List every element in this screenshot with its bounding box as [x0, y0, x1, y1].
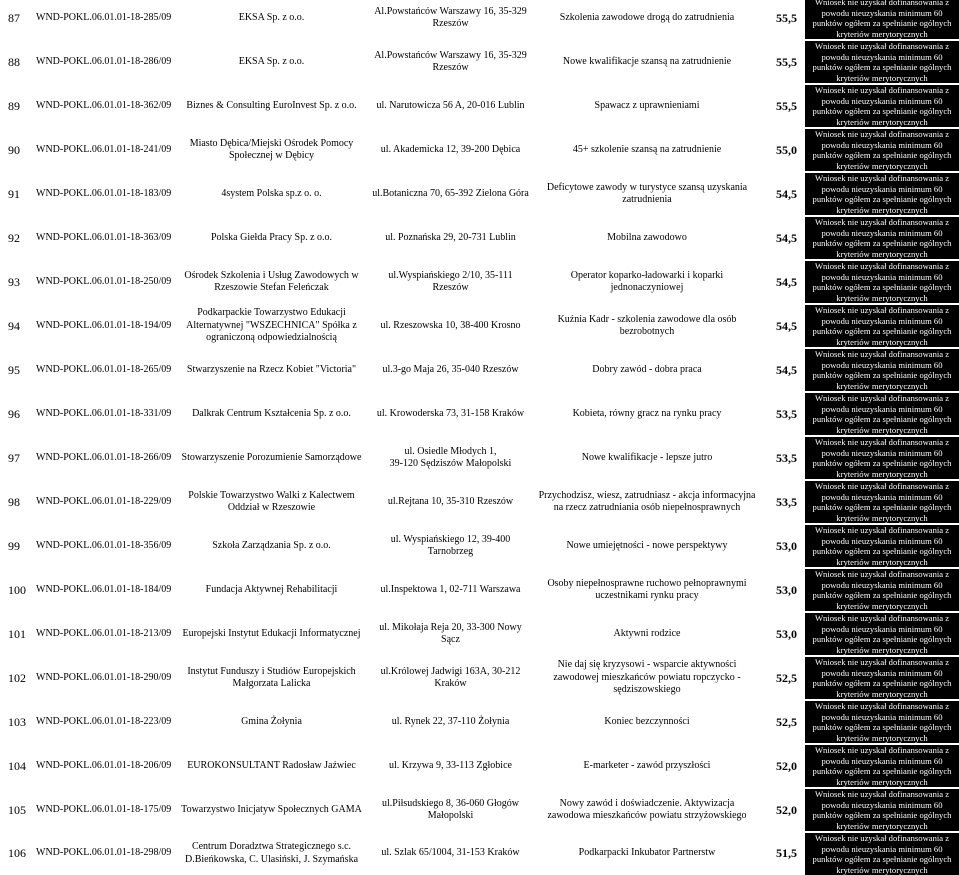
row-number: 92 — [8, 230, 20, 245]
table-row — [0, 524, 959, 568]
beneficiary-name-line: Gmina Żołynia — [241, 715, 302, 727]
project-title-line: zatrudnienia — [622, 194, 672, 205]
beneficiary-address-line: ul. Osiedle Młodych 1, — [404, 445, 497, 457]
table-row — [0, 304, 959, 348]
beneficiary-name-line: EUROKONSULTANT Radosław Jaźwiec — [187, 759, 356, 771]
beneficiary-address-line: Rzeszów — [432, 18, 469, 29]
rejection-note: Wniosek nie uzyskał dofinansowania z powodu nieuzyskania minimum 60 punktów ogółem za spełnianie ogólnych kryteriów merytorycznych — [805, 128, 959, 172]
application-number: WND-POKL.06.01.01-18-213/09 — [36, 627, 172, 639]
beneficiary-name — [174, 260, 369, 304]
table-row — [0, 612, 959, 656]
project-title-line: E-marketer - zawód przyszłości — [583, 759, 711, 771]
beneficiary-address-line: ul. Szlak 65/1004, 31-153 Kraków — [381, 847, 520, 859]
project-title — [532, 480, 762, 524]
beneficiary-name-line: Oddział w Rzeszowie — [227, 502, 316, 513]
rejection-note: Wniosek nie uzyskał dofinansowania z powodu nieuzyskania minimum 60 punktów ogółem za spełnianie ogólnych kryteriów merytorycznych — [805, 700, 959, 744]
row-number: 102 — [8, 670, 26, 685]
points-score: 53,0 — [776, 538, 797, 553]
beneficiary-name-line: Szkoła Zarządzania Sp. z o.o. — [212, 539, 331, 551]
table-row — [0, 172, 959, 216]
beneficiary-name — [174, 392, 369, 436]
beneficiary-name-line: Społecznej w Dębicy — [229, 150, 314, 161]
beneficiary-name-line: Stowarzyszenie Porozumienie Samorządowe — [181, 451, 362, 463]
points-score: 53,0 — [776, 626, 797, 641]
table-row — [0, 84, 959, 128]
project-title — [532, 788, 762, 832]
application-number: WND-POKL.06.01.01-18-184/09 — [36, 583, 172, 595]
rejection-note: Wniosek nie uzyskał dofinansowania z powodu nieuzyskania minimum 60 punktów ogółem za spełnianie ogólnych kryteriów merytorycznych — [805, 436, 959, 480]
beneficiary-name — [174, 40, 369, 84]
beneficiary-name-line: Europejski Instytut Edukacji Informatycznej — [182, 627, 361, 639]
table-row — [0, 260, 959, 304]
beneficiary-address-line: ul. Akademicka 12, 39-200 Dębica — [380, 143, 521, 155]
project-title — [532, 524, 762, 568]
row-number: 106 — [8, 846, 26, 860]
beneficiary-address — [369, 568, 532, 612]
rejection-note: Wniosek nie uzyskał dofinansowania z powodu nieuzyskania minimum 60 punktów ogółem za spełnianie ogólnych kryteriów merytorycznych — [805, 0, 959, 40]
row-number: 98 — [8, 494, 20, 509]
project-title — [532, 40, 762, 84]
rejection-note: Wniosek nie uzyskał dofinansowania z powodu nieuzyskania minimum 60 punktów ogółem za spełnianie ogólnych kryteriów merytorycznych — [805, 656, 959, 700]
beneficiary-address — [369, 480, 532, 524]
project-title-line: Dobry zawód - dobra praca — [592, 363, 702, 375]
table-row — [0, 568, 959, 612]
beneficiary-address-line: ul. Wyspiańskiego 12, 39-400 Tarnobrzeg — [390, 533, 511, 557]
application-number: WND-POKL.06.01.01-18-286/09 — [36, 55, 172, 67]
beneficiary-address-line: ul.Rejtana 10, 35-310 Rzeszów — [387, 495, 514, 507]
row-number: 90 — [8, 142, 20, 157]
rejection-note: Wniosek nie uzyskał dofinansowania z powodu nieuzyskania minimum 60 punktów ogółem za spełnianie ogólnych kryteriów merytorycznych — [805, 744, 959, 788]
points-score: 53,5 — [776, 450, 797, 465]
row-number: 93 — [8, 274, 20, 289]
beneficiary-name — [174, 744, 369, 788]
beneficiary-name-line: Miasto Dębica/Miejski Ośrodek Pomocy — [189, 137, 354, 149]
beneficiary-address — [369, 172, 532, 216]
application-number: WND-POKL.06.01.01-18-290/09 — [36, 671, 172, 683]
project-title — [532, 612, 762, 656]
points-score: 53,0 — [776, 582, 797, 597]
project-title-line: Spawacz z uprawnieniami — [594, 99, 700, 111]
beneficiary-address-line: ul. Narutowicza 56 A, 20-016 Lublin — [376, 99, 525, 111]
row-number: 104 — [8, 758, 26, 773]
beneficiary-address — [369, 40, 532, 84]
beneficiary-name-line: Alternatywnej "WSZECHNICA" Spółka z — [186, 319, 357, 331]
points-score: 53,5 — [776, 494, 797, 509]
project-title-line: jednonaczyniowej — [610, 282, 684, 293]
points-score: 55,5 — [776, 98, 797, 113]
application-number: WND-POKL.06.01.01-18-206/09 — [36, 759, 172, 771]
project-title-line: Szkolenia zawodowe drogą do zatrudnienia — [559, 11, 735, 23]
beneficiary-address-line: ul.Botaniczna 70, 65-392 Zielona Góra — [372, 187, 529, 199]
rejection-note: Wniosek nie uzyskał dofinansowania z powodu nieuzyskania minimum 60 punktów ogółem za spełnianie ogólnych kryteriów merytorycznych — [805, 832, 959, 875]
beneficiary-name — [174, 700, 369, 744]
beneficiary-name-line: Podkarpackie Towarzystwo Edukacji — [197, 307, 346, 319]
project-title-line: Kuźnia Kadr - szkolenia zawodowe dla osób — [557, 313, 737, 325]
beneficiary-name-line: EKSA Sp. z o.o. — [238, 11, 305, 23]
row-number: 94 — [8, 318, 20, 333]
beneficiary-name-line: Stwarzyszenie na Rzecz Kobiet "Victoria" — [186, 363, 357, 375]
beneficiary-address-line: 39-120 Sędziszów Małopolski — [389, 458, 512, 469]
beneficiary-address-line: ul. Rynek 22, 37-110 Żołynia — [391, 715, 510, 727]
row-number: 99 — [8, 538, 20, 553]
project-title-line: na rzecz zatrudniania osób niepełnosprawnych — [553, 502, 741, 513]
project-title-line: Mobilna zawodowo — [607, 231, 687, 243]
row-number: 100 — [8, 582, 26, 597]
rejection-note: Wniosek nie uzyskał dofinansowania z powodu nieuzyskania minimum 60 punktów ogółem za spełnianie ogólnych kryteriów merytorycznych — [805, 788, 959, 832]
beneficiary-address-line: ul.Inspektowa 1, 02-711 Warszawa — [380, 583, 521, 595]
points-score: 54,5 — [776, 230, 797, 245]
beneficiary-name — [174, 612, 369, 656]
rejection-note: Wniosek nie uzyskał dofinansowania z powodu nieuzyskania minimum 60 punktów ogółem za spełnianie ogólnych kryteriów merytorycznych — [805, 304, 959, 348]
beneficiary-address-line: ul.Wyspiańskiego 2/10, 35-111 Rzeszów — [388, 269, 513, 293]
points-score: 54,5 — [776, 362, 797, 377]
beneficiary-address — [369, 84, 532, 128]
beneficiary-address — [369, 392, 532, 436]
rejection-note: Wniosek nie uzyskał dofinansowania z powodu nieuzyskania minimum 60 punktów ogółem za spełnianie ogólnych kryteriów merytorycznych — [805, 40, 959, 84]
application-number: WND-POKL.06.01.01-18-331/09 — [36, 407, 172, 419]
table-row — [0, 480, 959, 524]
points-score: 52,5 — [776, 670, 797, 685]
beneficiary-address — [369, 788, 532, 832]
beneficiary-address — [369, 216, 532, 260]
project-title-line: Osoby niepełnosprawne ruchowo pełnoprawnymi — [547, 577, 747, 589]
project-title — [532, 0, 762, 40]
project-title — [532, 832, 762, 875]
beneficiary-address — [369, 436, 532, 480]
row-number: 101 — [8, 626, 26, 641]
project-title — [532, 260, 762, 304]
project-title-line: Podkarpacki Inkubator Partnerstw — [578, 847, 716, 859]
beneficiary-name-line: Ośrodek Szkolenia i Usług Zawodowych w — [184, 269, 359, 281]
beneficiary-name-line: Polskie Towarzystwo Walki z Kalectwem — [188, 489, 355, 501]
beneficiary-name-line: D.Bieńkowska, C. Ulasiński, J. Szymańska — [184, 853, 359, 865]
project-title-line: Nowe umiejętności - nowe perspektywy — [566, 539, 728, 551]
table-row — [0, 392, 959, 436]
project-title — [532, 436, 762, 480]
points-score: 51,5 — [776, 846, 797, 860]
beneficiary-address — [369, 832, 532, 875]
row-number: 89 — [8, 98, 20, 113]
project-title — [532, 656, 762, 700]
row-number: 105 — [8, 802, 26, 817]
beneficiary-name — [174, 172, 369, 216]
project-title-line: uczestnikami rynku pracy — [595, 590, 699, 601]
rejection-note: Wniosek nie uzyskał dofinansowania z powodu nieuzyskania minimum 60 punktów ogółem za spełnianie ogólnych kryteriów merytorycznych — [805, 260, 959, 304]
table-row — [0, 348, 959, 392]
points-score: 55,5 — [776, 54, 797, 69]
beneficiary-address — [369, 304, 532, 348]
application-number: WND-POKL.06.01.01-18-363/09 — [36, 231, 172, 243]
beneficiary-address-line: ul. Krowoderska 73, 31-158 Kraków — [376, 407, 525, 419]
application-number: WND-POKL.06.01.01-18-298/09 — [36, 847, 172, 859]
rejection-note: Wniosek nie uzyskał dofinansowania z powodu nieuzyskania minimum 60 punktów ogółem za spełnianie ogólnych kryteriów merytorycznych — [805, 568, 959, 612]
project-title — [532, 128, 762, 172]
rejection-note: Wniosek nie uzyskał dofinansowania z powodu nieuzyskania minimum 60 punktów ogółem za spełnianie ogólnych kryteriów merytorycznych — [805, 524, 959, 568]
beneficiary-name-line: Centrum Doradztwa Strategicznego s.c. — [191, 841, 352, 852]
points-score: 53,5 — [776, 406, 797, 421]
application-number: WND-POKL.06.01.01-18-194/09 — [36, 319, 172, 331]
project-title-line: zawodowej mieszkańców powiatu ropczycko - — [553, 671, 741, 683]
table-row — [0, 788, 959, 832]
points-score: 54,5 — [776, 186, 797, 201]
beneficiary-name-line: Rzeszowie Stefan Feleńczak — [214, 282, 329, 293]
beneficiary-name — [174, 0, 369, 40]
points-score: 52,0 — [776, 802, 797, 817]
beneficiary-address-line: ul. Poznańska 29, 20-731 Lublin — [385, 231, 516, 243]
application-number: WND-POKL.06.01.01-18-265/09 — [36, 363, 172, 375]
application-number: WND-POKL.06.01.01-18-183/09 — [36, 187, 172, 199]
points-score: 52,5 — [776, 714, 797, 729]
beneficiary-name-line: Małgorzata Lalicka — [232, 678, 311, 689]
application-number: WND-POKL.06.01.01-18-241/09 — [36, 143, 172, 155]
project-title — [532, 392, 762, 436]
project-title-line: zawodowa mieszkańców powiatu strzyżowskiego — [547, 810, 747, 821]
beneficiary-name — [174, 128, 369, 172]
beneficiary-address — [369, 744, 532, 788]
points-score: 52,0 — [776, 758, 797, 773]
points-score: 54,5 — [776, 274, 797, 289]
table-row — [0, 216, 959, 260]
project-title-line: Nowe kwalifikacje szansą na zatrudnienie — [562, 55, 732, 67]
beneficiary-name-line: Towarzystwo Inicjatyw Społecznych GAMA — [181, 803, 362, 815]
beneficiary-name — [174, 832, 369, 875]
beneficiary-address-line: Al.Powstańców Warszawy 16, 35-329 — [374, 49, 527, 61]
beneficiary-address-line: ul.Królowej Jadwigi 163A, 30-212 Kraków — [380, 665, 521, 689]
row-number: 103 — [8, 714, 26, 729]
project-title-line: Nowe kwalifikacje - lepsze jutro — [581, 451, 713, 463]
application-number: WND-POKL.06.01.01-18-362/09 — [36, 99, 172, 111]
points-score: 54,5 — [776, 318, 797, 333]
beneficiary-name — [174, 656, 369, 700]
beneficiary-address-line: ul. Mikołaja Reja 20, 33-300 Nowy Sącz — [379, 621, 522, 645]
application-number: WND-POKL.06.01.01-18-285/09 — [36, 11, 172, 23]
row-number: 97 — [8, 450, 20, 465]
beneficiary-name-line: EKSA Sp. z o.o. — [238, 55, 305, 67]
beneficiary-name — [174, 480, 369, 524]
beneficiary-address-line: ul. Krzywa 9, 33-113 Zgłobice — [389, 759, 512, 771]
row-number: 96 — [8, 406, 20, 421]
project-title — [532, 568, 762, 612]
beneficiary-address — [369, 700, 532, 744]
project-title-line: sędziszowskiego — [613, 684, 681, 696]
table-row — [0, 0, 959, 40]
table-row — [0, 700, 959, 744]
beneficiary-name-line: Polska Giełda Pracy Sp. z o.o. — [210, 231, 333, 243]
row-number: 95 — [8, 362, 20, 377]
beneficiary-address-line: Rzeszów — [432, 62, 469, 73]
table-row — [0, 744, 959, 788]
beneficiary-address — [369, 656, 532, 700]
rejection-note: Wniosek nie uzyskał dofinansowania z powodu nieuzyskania minimum 60 punktów ogółem za spełnianie ogólnych kryteriów merytorycznych — [805, 348, 959, 392]
project-title-line: Aktywni rodzice — [613, 627, 681, 639]
table-row — [0, 128, 959, 172]
rejection-note: Wniosek nie uzyskał dofinansowania z powodu nieuzyskania minimum 60 punktów ogółem za spełnianie ogólnych kryteriów merytorycznych — [805, 84, 959, 128]
rejection-note: Wniosek nie uzyskał dofinansowania z powodu nieuzyskania minimum 60 punktów ogółem za spełnianie ogólnych kryteriów merytorycznych — [805, 216, 959, 260]
beneficiary-address-line: ul. Rzeszowska 10, 38-400 Krosno — [380, 319, 521, 331]
beneficiary-name — [174, 348, 369, 392]
table-row — [0, 832, 959, 875]
beneficiary-address — [369, 128, 532, 172]
beneficiary-address — [369, 612, 532, 656]
beneficiary-address — [369, 524, 532, 568]
beneficiary-address-line: ul.3-go Maja 26, 35-040 Rzeszów — [382, 363, 519, 375]
rejection-note: Wniosek nie uzyskał dofinansowania z powodu nieuzyskania minimum 60 punktów ogółem za spełnianie ogólnych kryteriów merytorycznych — [805, 172, 959, 216]
beneficiary-name-line: Biznes & Consulting EuroInvest Sp. z o.o. — [186, 99, 357, 111]
beneficiary-name-line: 4system Polska sp.z o. o. — [221, 187, 322, 199]
beneficiary-name — [174, 304, 369, 348]
application-number: WND-POKL.06.01.01-18-266/09 — [36, 451, 172, 463]
beneficiary-address — [369, 348, 532, 392]
beneficiary-name — [174, 216, 369, 260]
project-title-line: Nowy zawód i doświadczenie. Aktywizacja — [559, 797, 735, 809]
row-number: 87 — [8, 10, 20, 25]
application-number: WND-POKL.06.01.01-18-356/09 — [36, 539, 172, 551]
beneficiary-address — [369, 0, 532, 40]
rejection-note: Wniosek nie uzyskał dofinansowania z powodu nieuzyskania minimum 60 punktów ogółem za spełnianie ogólnych kryteriów merytorycznych — [805, 480, 959, 524]
beneficiary-name-line: Instytut Funduszy i Studiów Europejskich — [187, 665, 356, 677]
beneficiary-name — [174, 524, 369, 568]
project-title — [532, 348, 762, 392]
beneficiary-address-line: ul.Piłsudskiego 8, 36-060 Głogów Małopolski — [382, 797, 519, 821]
beneficiary-name — [174, 568, 369, 612]
project-title-line: Operator koparko-ładowarki i koparki — [570, 269, 724, 281]
row-number: 91 — [8, 186, 20, 201]
row-number: 88 — [8, 54, 20, 69]
beneficiary-name — [174, 436, 369, 480]
table-row — [0, 40, 959, 84]
table-row — [0, 656, 959, 700]
application-number: WND-POKL.06.01.01-18-229/09 — [36, 495, 172, 507]
application-number: WND-POKL.06.01.01-18-175/09 — [36, 803, 172, 815]
project-title — [532, 304, 762, 348]
project-title-line: Deficytowe zawody w turystyce szansą uzyskania — [546, 181, 748, 193]
project-title — [532, 744, 762, 788]
beneficiary-name-line: Fundacja Aktywnej Rehabilitacji — [205, 583, 338, 595]
project-title-line: Kobieta, równy gracz na rynku pracy — [572, 407, 722, 419]
rejection-note: Wniosek nie uzyskał dofinansowania z powodu nieuzyskania minimum 60 punktów ogółem za spełnianie ogólnych kryteriów merytorycznych — [805, 612, 959, 656]
project-title-line: Przychodzisz, wiesz, zatrudniasz - akcja informacyjna — [538, 489, 756, 501]
beneficiary-name — [174, 788, 369, 832]
project-title — [532, 700, 762, 744]
project-title-line: Nie daj się kryzysowi - wsparcie aktywności — [557, 659, 737, 671]
points-score: 55,5 — [776, 10, 797, 25]
beneficiary-name — [174, 84, 369, 128]
project-title — [532, 84, 762, 128]
project-title-line: 45+ szkolenie szansą na zatrudnienie — [572, 143, 722, 155]
table-row — [0, 436, 959, 480]
application-number: WND-POKL.06.01.01-18-250/09 — [36, 275, 172, 287]
application-number: WND-POKL.06.01.01-18-223/09 — [36, 715, 172, 727]
points-score: 55,0 — [776, 142, 797, 157]
project-title-line: Koniec bezczynności — [604, 715, 690, 727]
beneficiary-address — [369, 260, 532, 304]
beneficiary-name-line: Dalkrak Centrum Kształcenia Sp. z o.o. — [192, 407, 351, 419]
project-title — [532, 216, 762, 260]
beneficiary-name-line: ograniczoną odpowiedzialnością — [206, 332, 337, 344]
rejection-note: Wniosek nie uzyskał dofinansowania z powodu nieuzyskania minimum 60 punktów ogółem za spełnianie ogólnych kryteriów merytorycznych — [805, 392, 959, 436]
project-title-line: bezrobotnych — [619, 326, 675, 337]
project-title — [532, 172, 762, 216]
beneficiary-address-line: Al.Powstańców Warszawy 16, 35-329 — [374, 5, 527, 17]
